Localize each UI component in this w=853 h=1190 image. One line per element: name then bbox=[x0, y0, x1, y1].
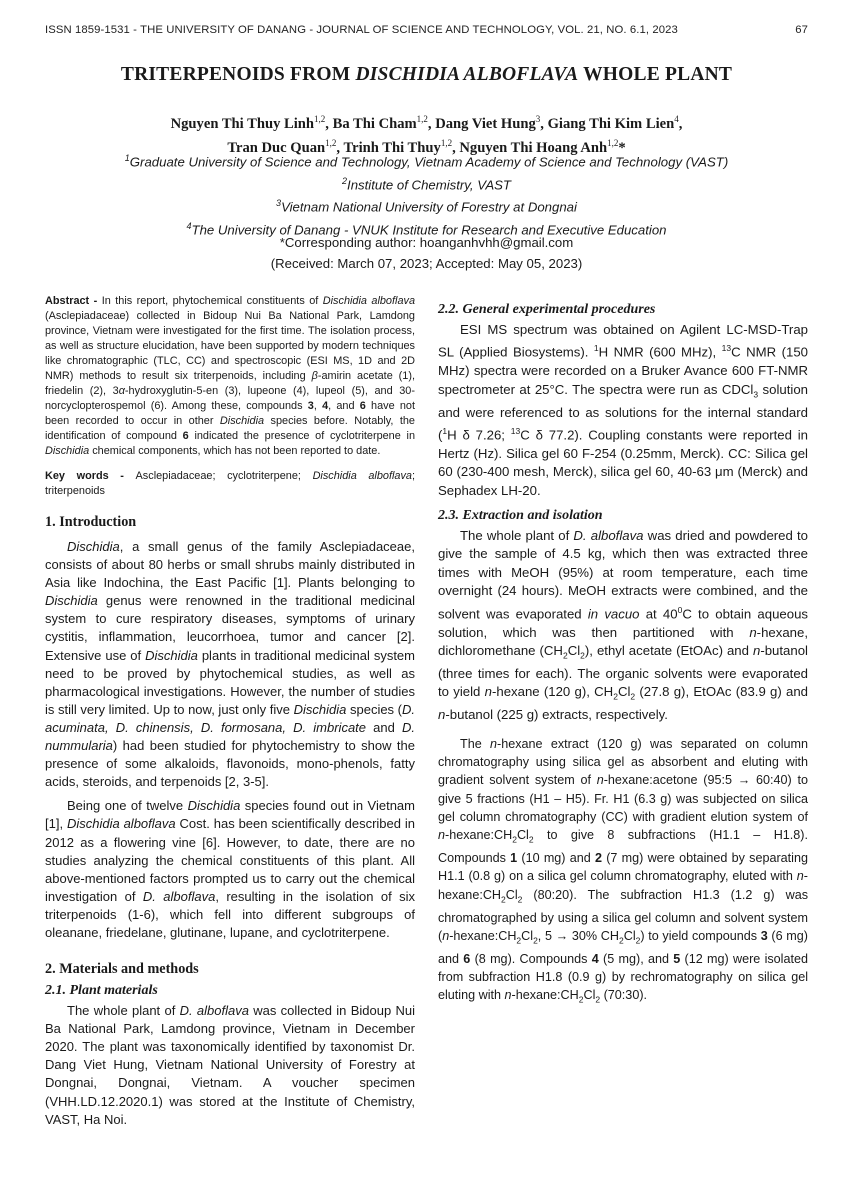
author: Nguyen Thi Hoang Anh bbox=[459, 139, 608, 156]
author: Nguyen Thi Thuy Linh bbox=[170, 115, 315, 132]
paper-title: TRITERPENOIDS FROM DISCHIDIA ALBOFLAVA WHOLE PLANT bbox=[120, 64, 733, 85]
correspondence bbox=[0, 232, 853, 274]
subsection-heading-general-procedures: 2.2. General experimental procedures bbox=[438, 302, 656, 317]
subsection-heading-plant-materials: 2.1. Plant materials bbox=[45, 983, 158, 999]
author: Dang Viet Hung bbox=[435, 115, 536, 132]
affiliation: $^2$Institute of Chemistry, VAST bbox=[342, 175, 511, 192]
received-dates: (Received: March 07, 2023; Accepted: May 05, 2023) bbox=[270, 256, 583, 271]
author: Trinh Thi Thuy bbox=[343, 139, 441, 156]
section-heading-methods: 2. Materials and methods bbox=[45, 961, 199, 978]
author-line-2: Tran Duc Quan$^{1,2}$, Trinh Thi Thuy$^{1,2}$, Nguyen Thi Hoang Anh$^{1,2}$* bbox=[227, 137, 626, 156]
affiliation: $^4$The University of Danang - VNUK Institute for Research and Executive Education bbox=[186, 220, 667, 238]
author: Tran Duc Quan bbox=[227, 139, 326, 156]
intro-paragraph-1: Dischidia, a small genus of the family Asclepiadaceae, consists of about 80 herbs or small shrubs mainly distributed in Asia like Indochina, the East Pacific [1]. Plants belonging to Dischidia genus were renowned in the traditional medicinal system to cure respiratory diseases, symptoms of urinary cystitis, inflammation, leucorrhoea, tumor and cancer [2]. Extensive use of Dischidia plants in traditional medicinal system need to be proved by phytochemical studies, as well as pharmacological investigations. However, the number of studies is still very limited. Up to now, just only five Dischidia species (D. acuminata, D. chinensis, D. formosana, D. imbricate and D. nummularia) had been studied for phytochemistry to show the presence of some alkaloids, flavonoids, mono-phenols, fatty acids, steroids, and terpenoids [2, 3-5]. bbox=[45, 539, 416, 790]
author-line-1: Nguyen Thi Thuy Linh$^{1,2}$, Ba Thi Cham$^{1,2}$, Dang Viet Hung$^3$, Giang Thi Kim Lien$^4$, bbox=[170, 114, 683, 132]
isolation-paragraph: The n-hexane extract (120 g) was separated on column chromatography using silica gel as absorbent and eluting with gradient solvent system of n-hexane:acetone (95:5 → 60:40) to give 5 fractions (H1 – H5). Fr. H1 (6.3 g) was subjected on silica gel column chromatography (CC) with gradient elution system of $n-hexane:CH_2Cl_2$ to give 8 subfractions (H1.1 – H1.8). Compounds 1 (10 mg) and 2 (7 mg) were obtained by separating H1.1 (0.8 g) on a silica gel column chromatography, eluted with $n-hexane:CH_2Cl_2$ (80:20). The subfraction H1.3 (1.2 g) was chromatographed by using a silica gel column and solvent system ($n-hexane:CH_2Cl_2$, 5 → 30% $CH_2Cl_2$) to yield compounds 3 (6 mg) and 6 (8 mg). Compounds 4 (5 mg), and 5 (12 mg) were isolated from subfraction H1.8 (0.9 g) by rechromatography on silica gel eluting with $n-hexane:CH_2Cl_2$ (70:30). bbox=[438, 736, 809, 1005]
intro-paragraph-2: Being one of twelve Dischidia species found out in Vietnam [1], Dischidia alboflava Cost. has been scientifically described in 2012 as a flowering vine [6]. However, to date, there are no studies analyzing the chemical constituents of this plant. All above-mentioned factors prompted us to carry out the chemical investigation of D. alboflava, resulting in the isolation of six triterpenoids (1-6), which fell into different subgroups of oleanane, friedelane, glutinane, lupane, and cyclotriterpene. bbox=[45, 798, 415, 940]
author: Giang Thi Kim Lien bbox=[547, 115, 675, 132]
subsection-heading-extraction: 2.3. Extraction and isolation bbox=[438, 508, 603, 524]
abstract: Abstract - In this report, phytochemical constituents of Dischidia alboflava (Asclepiadaceae) collected in Bidoup Nui Ba National Park, Lamdong province, Vietnam were investigated for the first time. The isolation process, as well as structure elucidation, have been supported by modern techniques like chromatographic (TLC, CC) and spectroscopic (ESI MS, 1D and 2D NMR) methods to result six triterpenoids, including β-amirin acetate (1), friedelin (2), 3α-hydroxyglutin-5-en (3), lupeone (4), lupeol (5), and 30-norcyclopterospemol (6). Among these, compounds 3, 4, and 6 have not been recorded to occur in other Dischidia species before. Notably, the identification of compound 6 indicated the presence of cyclotriterpene in Dischidia chemical components, which has not been reported to date. bbox=[45, 295, 416, 457]
right-column bbox=[438, 294, 808, 1009]
author: Ba Thi Cham bbox=[332, 115, 417, 132]
general-procedures-paragraph: ESI MS spectrum was obtained on Agilent LC-MSD-Trap SL (Applied Biosystems). $^1$H NMR (600 MHz), $^{13}$C NMR (150 MHz) spectra were recorded on a Bruker Avance 600 FT-NMR spectrometer at 25°C. The spectra were run as CDCl$_3$ solution and were referenced to as solutions for the internal standard ($^1$H δ 7.26; $^{13}$C δ 77.2). Coupling constants were reported in Hertz (Hz). Silica gel 60 F-254 (0.25mm, Merck). CC: Silica gel 60 (230-400 mesh, Merck), silica gel 60, 40-63 μm (Merck) and Sephadex LH-20. bbox=[438, 322, 809, 498]
extraction-paragraph: The whole plant of D. alboflava was dried and powdered to give the sample of 4.5 kg, which then was extracted three times with MeOH (95%) at room temperature, each time overnight (24 hours). MeOH extracts were combined, and the solvent was evaporated in vacuo at $40^0C$ to obtain aqueous solution, which was then partitioned with n-hexane, dichloromethane $(CH_2Cl_2)$, ethyl acetate (EtOAc) and n-butanol (three times for each). The organic solvents were evaporated to yield n-hexane (120 g), $CH_2Cl_2$ (27.8 g), EtOAc (83.9 g) and n-butanol (225 g) extracts, respectively. bbox=[438, 528, 809, 723]
keywords: Key words - Asclepiadaceae; cyclotriterpene; Dischidia alboflava; triterpenoids bbox=[45, 470, 415, 497]
affiliations bbox=[0, 149, 853, 239]
plant-materials-paragraph: The whole plant of D. alboflava was collected in Bidoup Nui Ba National Park, Lamdong province, Vietnam in December 2020. The plant was taxonomically identified by taxonomist Dr. Dang Viet Hung, Vietnam National University of Forestry at Dongnai, Dongnai, Vietnam. A voucher specimen (VHH.LD.12.2020.1) was stored at the Institute of Chemistry, VAST, Ha Noi. bbox=[45, 1003, 415, 1127]
page-number: 67 bbox=[795, 24, 808, 36]
affiliation: $^1$Graduate University of Science and Technology, Vietnam Academy of Science and Technology (VAST) bbox=[124, 153, 729, 170]
section-heading-introduction: 1. Introduction bbox=[45, 514, 137, 530]
left-column bbox=[45, 294, 415, 1129]
corresponding-author: *Corresponding author: hoanganhvhh@gmail.com bbox=[279, 235, 574, 250]
affiliation: $^3$Vietnam National University of Forestry at Dongnai bbox=[276, 198, 577, 215]
running-header bbox=[45, 24, 808, 36]
journal-line: ISSN 1859-1531 - THE UNIVERSITY OF DANANG - JOURNAL OF SCIENCE AND TECHNOLOGY, VOL. 21, NO. 6.1, 2023 bbox=[45, 24, 678, 36]
